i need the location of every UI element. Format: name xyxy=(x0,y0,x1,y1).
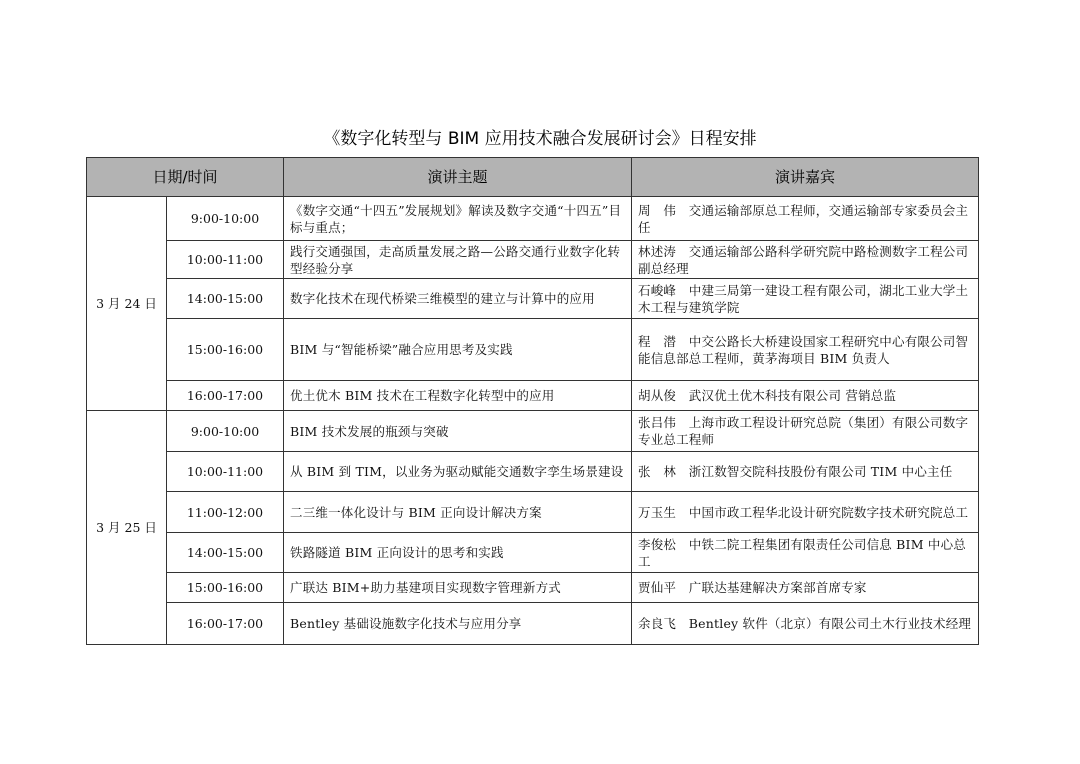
topic-cell: 《数字交通“十四五”发展规划》解读及数字交通“十四五”目标与重点； xyxy=(284,197,632,241)
time-cell: 15:00-16:00 xyxy=(167,573,284,603)
table-row xyxy=(87,573,979,603)
time-cell: 9:00-10:00 xyxy=(167,197,284,241)
topic-cell: 数字化技术在现代桥梁三维模型的建立与计算中的应用 xyxy=(284,279,632,319)
topic-cell: BIM 与“智能桥梁”融合应用思考及实践 xyxy=(284,319,632,381)
time-cell: 16:00-17:00 xyxy=(167,603,284,645)
guest-cell: 周 伟 交通运输部原总工程师，交通运输部专家委员会主任 xyxy=(632,197,979,241)
topic-cell: 二三维一体化设计与 BIM 正向设计解决方案 xyxy=(284,492,632,533)
table-row xyxy=(87,381,979,411)
guest-cell: 李俊松 中铁二院工程集团有限责任公司信息 BIM 中心总工 xyxy=(632,533,979,573)
guest-cell: 胡从俊 武汉优土优木科技有限公司 营销总监 xyxy=(632,381,979,411)
time-cell: 9:00-10:00 xyxy=(167,411,284,452)
guest-cell: 石峻峰 中建三局第一建设工程有限公司，湖北工业大学土木工程与建筑学院 xyxy=(632,279,979,319)
guest-cell: 万玉生 中国市政工程华北设计研究院数字技术研究院总工 xyxy=(632,492,979,533)
topic-cell: 优土优木 BIM 技术在工程数字化转型中的应用 xyxy=(284,381,632,411)
table-row xyxy=(87,411,979,452)
topic-cell: 从 BIM 到 TIM，以业务为驱动赋能交通数字孪生场景建设 xyxy=(284,452,632,492)
table-row xyxy=(87,241,979,279)
table-row xyxy=(87,452,979,492)
topic-cell: 铁路隧道 BIM 正向设计的思考和实践 xyxy=(284,533,632,573)
table-row xyxy=(87,197,979,241)
table-row xyxy=(87,279,979,319)
date-cell: 3 月 24 日 xyxy=(87,197,167,411)
guest-cell: 余良飞 Bentley 软件（北京）有限公司土木行业技术经理 xyxy=(632,603,979,645)
date-cell: 3 月 25 日 xyxy=(87,411,167,645)
header-row xyxy=(87,158,979,197)
guest-cell: 贾仙平 广联达基建解决方案部首席专家 xyxy=(632,573,979,603)
time-cell: 10:00-11:00 xyxy=(167,452,284,492)
guest-cell: 林述涛 交通运输部公路科学研究院中路检测数字工程公司副总经理 xyxy=(632,241,979,279)
header-datetime: 日期/时间 xyxy=(87,158,284,197)
guest-cell: 张吕伟 上海市政工程设计研究总院（集团）有限公司数字专业总工程师 xyxy=(632,411,979,452)
guest-cell: 程 潜 中交公路长大桥建设国家工程研究中心有限公司智能信息部总工程师，黄茅海项目 BIM 负责人 xyxy=(632,319,979,381)
time-cell: 10:00-11:00 xyxy=(167,241,284,279)
table-row xyxy=(87,603,979,645)
time-cell: 11:00-12:00 xyxy=(167,492,284,533)
page-title: 《数字化转型与 BIM 应用技术融合发展研讨会》日程安排 xyxy=(323,129,757,149)
table-row xyxy=(87,492,979,533)
table-row xyxy=(87,319,979,381)
time-cell: 14:00-15:00 xyxy=(167,533,284,573)
table-row xyxy=(87,533,979,573)
header-topic: 演讲主题 xyxy=(284,158,632,197)
schedule-table xyxy=(86,157,979,645)
header-guest: 演讲嘉宾 xyxy=(632,158,979,197)
topic-cell: BIM 技术发展的瓶颈与突破 xyxy=(284,411,632,452)
topic-cell: 广联达 BIM+助力基建项目实现数字管理新方式 xyxy=(284,573,632,603)
time-cell: 15:00-16:00 xyxy=(167,319,284,381)
guest-cell: 张 林 浙江数智交院科技股份有限公司 TIM 中心主任 xyxy=(632,452,979,492)
time-cell: 16:00-17:00 xyxy=(167,381,284,411)
time-cell: 14:00-15:00 xyxy=(167,279,284,319)
topic-cell: 践行交通强国，走高质量发展之路—公路交通行业数字化转型经验分享 xyxy=(284,241,632,279)
topic-cell: Bentley 基础设施数字化技术与应用分享 xyxy=(284,603,632,645)
